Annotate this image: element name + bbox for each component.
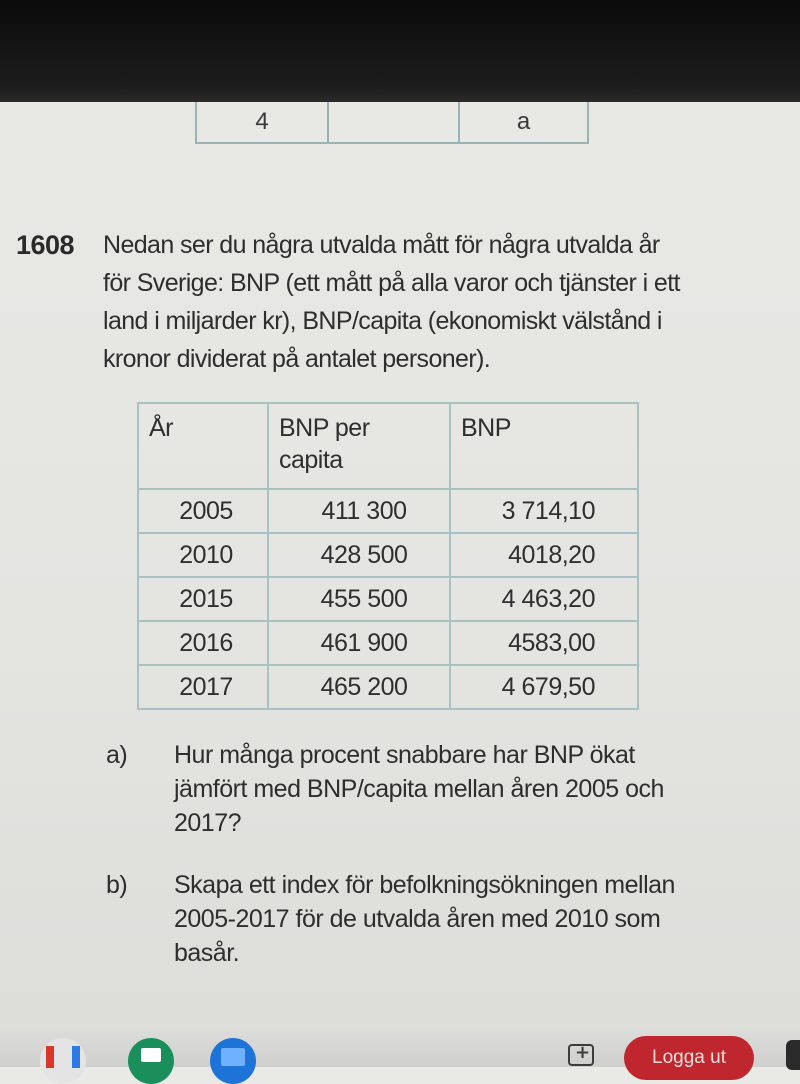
table-row	[138, 621, 638, 665]
header-per-capita-line1: BNP per	[279, 414, 370, 442]
cell-per-capita: 465 200	[268, 665, 450, 709]
problem-text-line: för Sverige: BNP (ett mått på alla varor och tjänster i ett	[103, 269, 680, 297]
header-bnp: BNP	[450, 403, 638, 489]
files-icon[interactable]	[210, 1038, 256, 1084]
problem-number: 1608	[16, 230, 75, 260]
question-text	[174, 868, 754, 970]
table-row	[138, 533, 638, 577]
question-b	[106, 868, 786, 978]
question-text-line: 2017?	[174, 809, 242, 837]
cell-per-capita: 411 300	[268, 489, 450, 533]
screenshot-icon[interactable]	[568, 1044, 594, 1066]
question-label: a)	[106, 741, 128, 769]
table-cell: a	[459, 102, 588, 143]
gmail-icon[interactable]	[40, 1038, 86, 1084]
header-year: År	[138, 403, 268, 489]
table-row	[138, 577, 638, 621]
table-header-row	[138, 403, 638, 489]
cell-bnp: 4 679,50	[450, 665, 638, 709]
top-bar	[0, 0, 800, 102]
question-text-line: Skapa ett index för befolkningsökningen mellan	[174, 871, 675, 899]
problem-text-line: Nedan ser du några utvalda mått för några utvalda år	[103, 231, 660, 259]
question-text-line: basår.	[174, 939, 240, 967]
cell-year: 2017	[138, 665, 268, 709]
cell-year: 2015	[138, 577, 268, 621]
problem-text-line: kronor dividerat på antalet personer).	[103, 345, 491, 373]
table-row	[138, 489, 638, 533]
cell-bnp: 4 463,20	[450, 577, 638, 621]
cell-bnp: 4583,00	[450, 621, 638, 665]
cell-bnp: 4018,20	[450, 533, 638, 577]
cell-per-capita: 455 500	[268, 577, 450, 621]
logout-button[interactable]: Logga ut	[624, 1036, 754, 1080]
question-text-line: jämfört med BNP/capita mellan åren 2005 och	[174, 775, 664, 803]
header-per-capita-line2: capita	[279, 446, 343, 474]
question-text	[174, 738, 754, 840]
question-a	[106, 738, 786, 848]
problem-text	[103, 226, 783, 378]
status-tray-icon[interactable]	[786, 1040, 800, 1070]
gdp-table	[137, 402, 639, 710]
previous-table-fragment	[195, 102, 589, 144]
table-cell	[328, 102, 459, 143]
table-row	[196, 102, 588, 143]
cell-per-capita: 428 500	[268, 533, 450, 577]
cell-per-capita: 461 900	[268, 621, 450, 665]
header-per-capita	[268, 403, 450, 489]
cell-year: 2005	[138, 489, 268, 533]
cell-year: 2010	[138, 533, 268, 577]
question-label: b)	[106, 871, 128, 899]
cell-bnp: 3 714,10	[450, 489, 638, 533]
table-cell: 4	[196, 102, 328, 143]
question-text-line: 2005-2017 för de utvalda åren med 2010 som	[174, 905, 661, 933]
classroom-icon[interactable]	[128, 1038, 174, 1084]
question-text-line: Hur många procent snabbare har BNP ökat	[174, 741, 635, 769]
cell-year: 2016	[138, 621, 268, 665]
table-row	[138, 665, 638, 709]
problem-text-line: land i miljarder kr), BNP/capita (ekonomiskt välstånd i	[103, 307, 662, 335]
